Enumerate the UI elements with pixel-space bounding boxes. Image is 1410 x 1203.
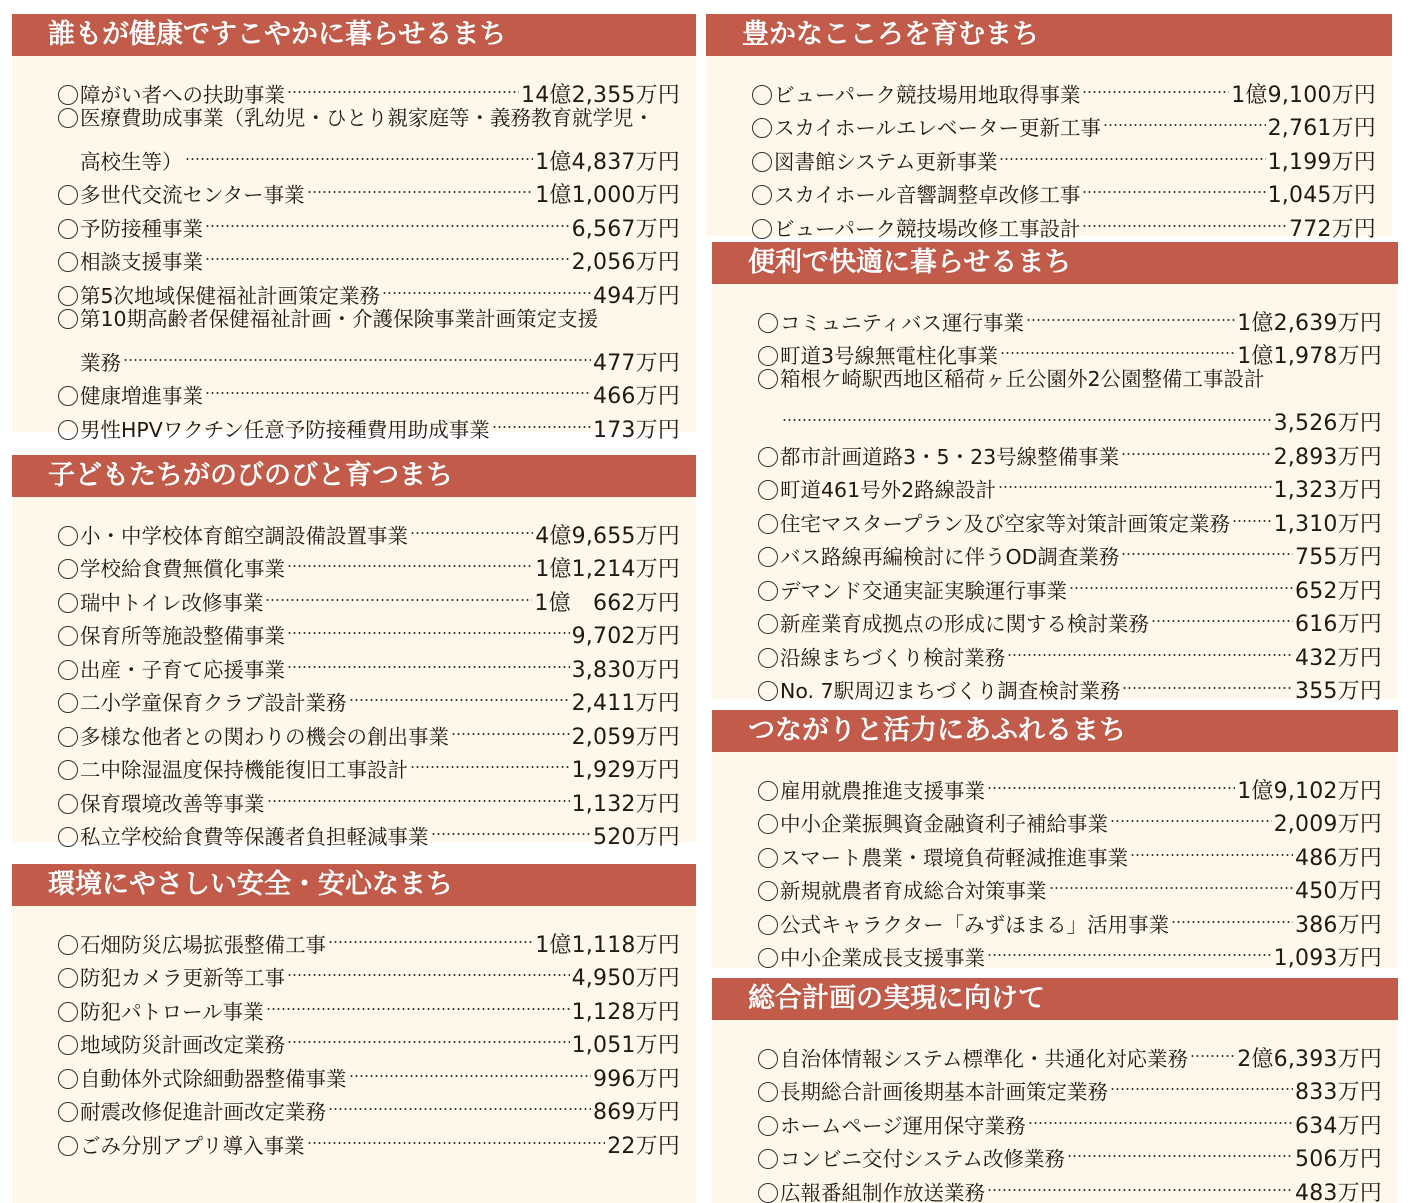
circle-bullet-icon — [58, 593, 78, 613]
item-amount: 486万円 — [1295, 845, 1382, 871]
item-name: 健康増進事業 — [80, 384, 203, 408]
dot-leader — [1121, 531, 1293, 565]
dot-leader — [287, 643, 570, 677]
item-amount: 1億9,102万円 — [1237, 778, 1382, 804]
item-amount: 386万円 — [1295, 912, 1382, 938]
item-name: 中小企業振興資金融資利子補給事業 — [780, 812, 1108, 836]
item-name: ごみ分別アプリ導入事業 — [80, 1133, 305, 1158]
dot-leader — [431, 811, 592, 845]
item-amount: 616万円 — [1295, 612, 1382, 637]
circle-bullet-icon — [758, 369, 778, 389]
dot-leader — [987, 932, 1272, 966]
item-name: 保育所等施設整備事業 — [80, 624, 285, 648]
dot-leader — [1121, 430, 1271, 464]
item-amount: 1億1,214万円 — [535, 557, 680, 582]
item-amount: 652万円 — [1295, 578, 1382, 604]
item-amount: 2,893万円 — [1273, 444, 1382, 470]
dot-leader — [287, 68, 519, 102]
dot-leader — [1082, 68, 1229, 102]
dot-leader — [998, 464, 1271, 498]
item-name: 新産業育成拠点の形成に関する検討業務 — [780, 612, 1149, 636]
dot-leader — [1110, 1066, 1293, 1100]
list-item-continuation — [758, 397, 1382, 436]
item-name: 相談支援事業 — [80, 250, 203, 274]
dot-leader — [328, 918, 533, 952]
circle-bullet-icon — [58, 1136, 78, 1156]
circle-bullet-icon — [758, 915, 778, 935]
dot-leader — [1103, 102, 1266, 136]
item-name: 学校給食費無償化事業 — [80, 557, 285, 581]
circle-bullet-icon — [58, 935, 78, 955]
item-amount: 1億2,639万円 — [1237, 310, 1382, 336]
circle-bullet-icon — [58, 185, 78, 205]
item-amount: 869万円 — [593, 1100, 680, 1125]
dot-leader — [328, 1086, 591, 1120]
circle-bullet-icon — [58, 968, 78, 988]
item-list — [12, 497, 696, 850]
item-amount: 2,009万円 — [1273, 812, 1382, 837]
item-name: 二小学童保育クラブ設計業務 — [80, 691, 347, 715]
circle-bullet-icon — [758, 1149, 778, 1169]
section-title: 総合計画の実現に向けて — [712, 978, 1398, 1020]
section-environment — [12, 864, 696, 1203]
item-amount: 1億1,000万円 — [535, 183, 680, 208]
item-amount: 1億9,100万円 — [1231, 82, 1376, 108]
item-name: 広報番組制作放送業務 — [780, 1180, 985, 1203]
item-list — [712, 284, 1398, 704]
item-amount: 1,051万円 — [571, 1033, 680, 1058]
section-title: 便利で快適に暮らせるまち — [712, 242, 1398, 284]
section-culture — [706, 14, 1392, 242]
section-title: 子どもたちがのびのびと育つまち — [12, 455, 696, 497]
item-name: 医療費助成事業（乳幼児・ひとり親家庭等・義務教育就学児・ — [80, 105, 654, 130]
item-name: 町道461号外2路線設計 — [780, 478, 997, 502]
circle-bullet-icon — [758, 781, 778, 801]
dot-leader — [782, 397, 1272, 431]
list-item — [58, 370, 680, 409]
item-amount: 2億6,393万円 — [1237, 1046, 1382, 1072]
item-name: ホームページ運用保守業務 — [780, 1113, 1026, 1138]
section-plan — [712, 978, 1398, 1203]
circle-bullet-icon — [58, 420, 78, 440]
list-item — [58, 102, 680, 136]
dot-leader — [287, 1019, 570, 1053]
item-amount: 1,323万円 — [1273, 478, 1382, 503]
dot-leader — [123, 336, 591, 370]
item-amount: 1,128万円 — [571, 999, 680, 1025]
item-amount: 1,929万円 — [571, 758, 680, 783]
item-name: 第10期高齢者保健福祉計画・介護保険事業計画策定支援 — [80, 306, 599, 331]
circle-bullet-icon — [752, 85, 772, 105]
item-name: 雇用就農推進支援事業 — [780, 778, 985, 803]
dot-leader — [410, 744, 570, 778]
item-amount: 755万円 — [1295, 545, 1382, 570]
list-item — [58, 918, 680, 958]
circle-bullet-icon — [758, 313, 778, 333]
dot-leader — [1026, 296, 1235, 330]
item-amount: 2,059万円 — [571, 724, 680, 750]
item-amount: 432万円 — [1295, 645, 1382, 671]
dot-leader — [1171, 898, 1293, 932]
circle-bullet-icon — [758, 581, 778, 601]
item-name: 都市計画道路3・5・23号線整備事業 — [780, 444, 1120, 469]
item-amount: 2,761万円 — [1267, 116, 1376, 141]
item-name: 二中除湿温度保持機能復旧工事設計 — [80, 758, 408, 782]
dot-leader — [307, 169, 534, 203]
item-amount: 1,132万円 — [571, 791, 680, 817]
dot-leader — [1082, 202, 1287, 236]
item-amount: 1億1,118万円 — [535, 932, 680, 958]
dot-leader — [451, 710, 570, 744]
dot-leader — [1151, 598, 1293, 632]
dot-leader — [266, 985, 570, 1019]
section-convenient — [712, 242, 1398, 704]
dot-leader — [185, 135, 534, 169]
dot-leader — [265, 576, 532, 610]
section-title: 環境にやさしい安全・安心なまち — [12, 864, 696, 906]
item-name: ビューパーク競技場改修工事設計 — [774, 216, 1081, 241]
dot-leader — [1049, 865, 1294, 899]
item-amount: 772万円 — [1289, 216, 1376, 242]
item-name: 出産・子育て応援事業 — [80, 657, 285, 682]
item-amount: 833万円 — [1295, 1080, 1382, 1105]
item-amount: 1,199万円 — [1267, 149, 1376, 175]
dot-leader — [205, 202, 570, 236]
circle-bullet-icon — [58, 526, 78, 546]
dot-leader — [349, 1052, 592, 1086]
item-amount: 2,411万円 — [571, 691, 680, 716]
item-name: 多世代交流センター事業 — [80, 183, 305, 207]
item-name: 石畑防災広場拡張整備工事 — [80, 932, 326, 957]
section-title: つながりと活力にあふれるまち — [712, 710, 1398, 752]
dot-leader — [1130, 831, 1293, 865]
item-name-continued: 業務 — [80, 350, 121, 375]
section-children — [12, 455, 696, 850]
circle-bullet-icon — [58, 219, 78, 239]
circle-bullet-icon — [58, 727, 78, 747]
circle-bullet-icon — [58, 760, 78, 780]
circle-bullet-icon — [758, 1082, 778, 1102]
circle-bullet-icon — [758, 648, 778, 668]
item-name: 瑞中トイレ改修事業 — [80, 590, 264, 615]
circle-bullet-icon — [58, 827, 78, 847]
item-amount: 634万円 — [1295, 1113, 1382, 1139]
item-name: 多様な他者との関わりの機会の創出事業 — [80, 724, 449, 749]
circle-bullet-icon — [752, 118, 772, 138]
circle-bullet-icon — [758, 1183, 778, 1203]
circle-bullet-icon — [58, 1069, 78, 1089]
item-name: 防犯カメラ更新等工事 — [80, 966, 285, 990]
circle-bullet-icon — [758, 681, 778, 701]
item-name: スマート農業・環境負荷軽減推進事業 — [780, 845, 1129, 870]
item-name: 中小企業成長支援事業 — [780, 946, 985, 970]
item-amount: 173万円 — [593, 417, 680, 443]
item-amount: 996万円 — [593, 1066, 680, 1092]
item-amount: 3,830万円 — [571, 657, 680, 683]
dot-leader — [1069, 564, 1293, 598]
circle-bullet-icon — [758, 848, 778, 868]
section-vitality — [712, 710, 1398, 971]
item-amount: 4億9,655万円 — [535, 523, 680, 549]
dot-leader — [1110, 798, 1272, 832]
item-name-continued: 高校生等） — [80, 149, 183, 174]
item-amount: 477万円 — [593, 350, 680, 376]
item-amount: 1,310万円 — [1273, 511, 1382, 537]
item-amount: 1,093万円 — [1273, 946, 1382, 971]
list-item — [58, 509, 680, 549]
item-name: コミュニティバス運行事業 — [780, 310, 1024, 335]
dot-leader — [410, 509, 533, 543]
section-title: 誰もが健康ですこやかに暮らせるまち — [12, 14, 696, 56]
circle-bullet-icon — [58, 1035, 78, 1055]
item-name: 第5次地域保健福祉計画策定業務 — [80, 283, 381, 308]
dot-leader — [307, 1119, 606, 1153]
item-name: 新規就農者育成総合対策事業 — [780, 879, 1047, 903]
item-name: 保育環境改善等事業 — [80, 791, 265, 816]
dot-leader — [1028, 1099, 1293, 1133]
item-amount: 520万円 — [593, 825, 680, 850]
item-list — [706, 56, 1392, 242]
item-amount: 1億1,978万円 — [1237, 344, 1382, 369]
dot-leader — [205, 236, 570, 270]
item-amount: 14億2,355万円 — [521, 82, 680, 108]
item-amount: 450万円 — [1295, 879, 1382, 904]
item-list — [712, 1020, 1398, 1203]
circle-bullet-icon — [758, 881, 778, 901]
circle-bullet-icon — [758, 1049, 778, 1069]
item-name: 障がい者への扶助事業 — [80, 82, 285, 107]
item-amount: 355万円 — [1295, 679, 1382, 704]
circle-bullet-icon — [758, 447, 778, 467]
list-item — [752, 68, 1376, 108]
circle-bullet-icon — [758, 514, 778, 534]
item-amount: 3,526万円 — [1273, 411, 1382, 436]
circle-bullet-icon — [758, 614, 778, 634]
item-name: 男性HPVワクチン任意予防接種費用助成事業 — [80, 417, 490, 442]
list-item — [58, 68, 680, 108]
circle-bullet-icon — [58, 660, 78, 680]
item-name: No. 7駅周辺まちづくり調査検討業務 — [780, 679, 1121, 703]
item-list — [712, 752, 1398, 971]
circle-bullet-icon — [58, 626, 78, 646]
circle-bullet-icon — [758, 480, 778, 500]
item-amount: 22万円 — [607, 1133, 680, 1159]
item-amount: 506万円 — [1295, 1147, 1382, 1172]
dot-leader — [1190, 1032, 1235, 1066]
item-name: 図書館システム更新事業 — [774, 149, 998, 174]
dot-leader — [287, 543, 533, 577]
item-name: スカイホールエレベーター更新工事 — [774, 116, 1101, 140]
item-name: スカイホール音響調整卓改修工事 — [774, 183, 1081, 207]
dot-leader — [1000, 330, 1235, 364]
item-name: 長期総合計画後期基本計画策定業務 — [780, 1080, 1108, 1104]
item-name: コンビニ交付システム改修業務 — [780, 1147, 1065, 1171]
list-item-continuation — [58, 135, 680, 175]
dot-leader — [1122, 665, 1293, 699]
circle-bullet-icon — [758, 814, 778, 834]
item-name: 町道3号線無電柱化事業 — [780, 344, 999, 368]
dot-leader — [267, 777, 570, 811]
circle-bullet-icon — [758, 1116, 778, 1136]
circle-bullet-icon — [58, 252, 78, 272]
item-amount: 466万円 — [593, 384, 680, 409]
circle-bullet-icon — [58, 1102, 78, 1122]
item-name: 私立学校給食費等保護者負担軽減事業 — [80, 825, 429, 849]
circle-bullet-icon — [758, 547, 778, 567]
list-item — [758, 296, 1382, 336]
item-name: 予防接種事業 — [80, 216, 203, 241]
circle-bullet-icon — [758, 948, 778, 968]
circle-bullet-icon — [58, 309, 78, 329]
item-name: バス路線再編検討に伴うOD調査業務 — [780, 545, 1120, 569]
dot-leader — [205, 370, 591, 404]
list-item — [758, 1032, 1382, 1072]
circle-bullet-icon — [752, 185, 772, 205]
item-name: 自動体外式除細動器整備事業 — [80, 1066, 347, 1091]
list-item-continuation — [58, 336, 680, 376]
item-name: 小・中学校体育館空調設備設置事業 — [80, 523, 408, 548]
circle-bullet-icon — [58, 794, 78, 814]
item-amount: 9,702万円 — [571, 624, 680, 649]
dot-leader — [1082, 169, 1265, 203]
circle-bullet-icon — [58, 108, 78, 128]
dot-leader — [1007, 631, 1293, 665]
item-name: 公式キャラクター「みずほまる」活用事業 — [780, 912, 1170, 937]
dot-leader — [287, 610, 570, 644]
item-list — [12, 56, 696, 443]
item-name: デマンド交通実証実験運行事業 — [780, 578, 1067, 603]
dot-leader — [987, 764, 1235, 798]
item-amount: 483万円 — [1295, 1180, 1382, 1203]
item-name: ビューパーク競技場用地取得事業 — [774, 82, 1081, 107]
item-name: 耐震改修促進計画改定業務 — [80, 1100, 326, 1124]
dot-leader — [987, 1166, 1293, 1200]
item-amount: 494万円 — [593, 283, 680, 309]
dot-leader — [1067, 1133, 1293, 1167]
circle-bullet-icon — [58, 559, 78, 579]
dot-leader — [1232, 497, 1272, 531]
item-list — [12, 906, 696, 1159]
dot-leader — [492, 403, 591, 437]
section-title: 豊かなこころを育むまち — [706, 14, 1392, 56]
item-amount: 2,056万円 — [571, 250, 680, 275]
dot-leader — [382, 269, 591, 303]
circle-bullet-icon — [752, 219, 772, 239]
item-name: 住宅マスタープラン及び空家等対策計画策定業務 — [780, 511, 1230, 536]
circle-bullet-icon — [752, 152, 772, 172]
dot-leader — [287, 952, 570, 986]
item-name: 沿線まちづくり検討業務 — [780, 645, 1006, 670]
item-amount: 6,567万円 — [571, 216, 680, 242]
circle-bullet-icon — [58, 386, 78, 406]
item-amount: 1億 662万円 — [534, 590, 680, 616]
dot-leader — [999, 135, 1265, 169]
item-name: 地域防災計画改定業務 — [80, 1033, 285, 1057]
dot-leader — [349, 677, 570, 711]
item-name: 自治体情報システム標準化・共通化対応業務 — [780, 1046, 1188, 1071]
circle-bullet-icon — [58, 1002, 78, 1022]
item-amount: 1億4,837万円 — [535, 149, 680, 175]
list-item — [758, 764, 1382, 804]
item-name: 箱根ケ崎駅西地区稲荷ヶ丘公園外2公園整備工事設計 — [780, 367, 1265, 391]
section-healthy — [12, 14, 696, 443]
list-item — [58, 303, 680, 337]
circle-bullet-icon — [58, 693, 78, 713]
item-amount: 1,045万円 — [1267, 183, 1376, 208]
item-name: 防犯パトロール事業 — [80, 999, 264, 1024]
item-amount: 4,950万円 — [571, 966, 680, 991]
